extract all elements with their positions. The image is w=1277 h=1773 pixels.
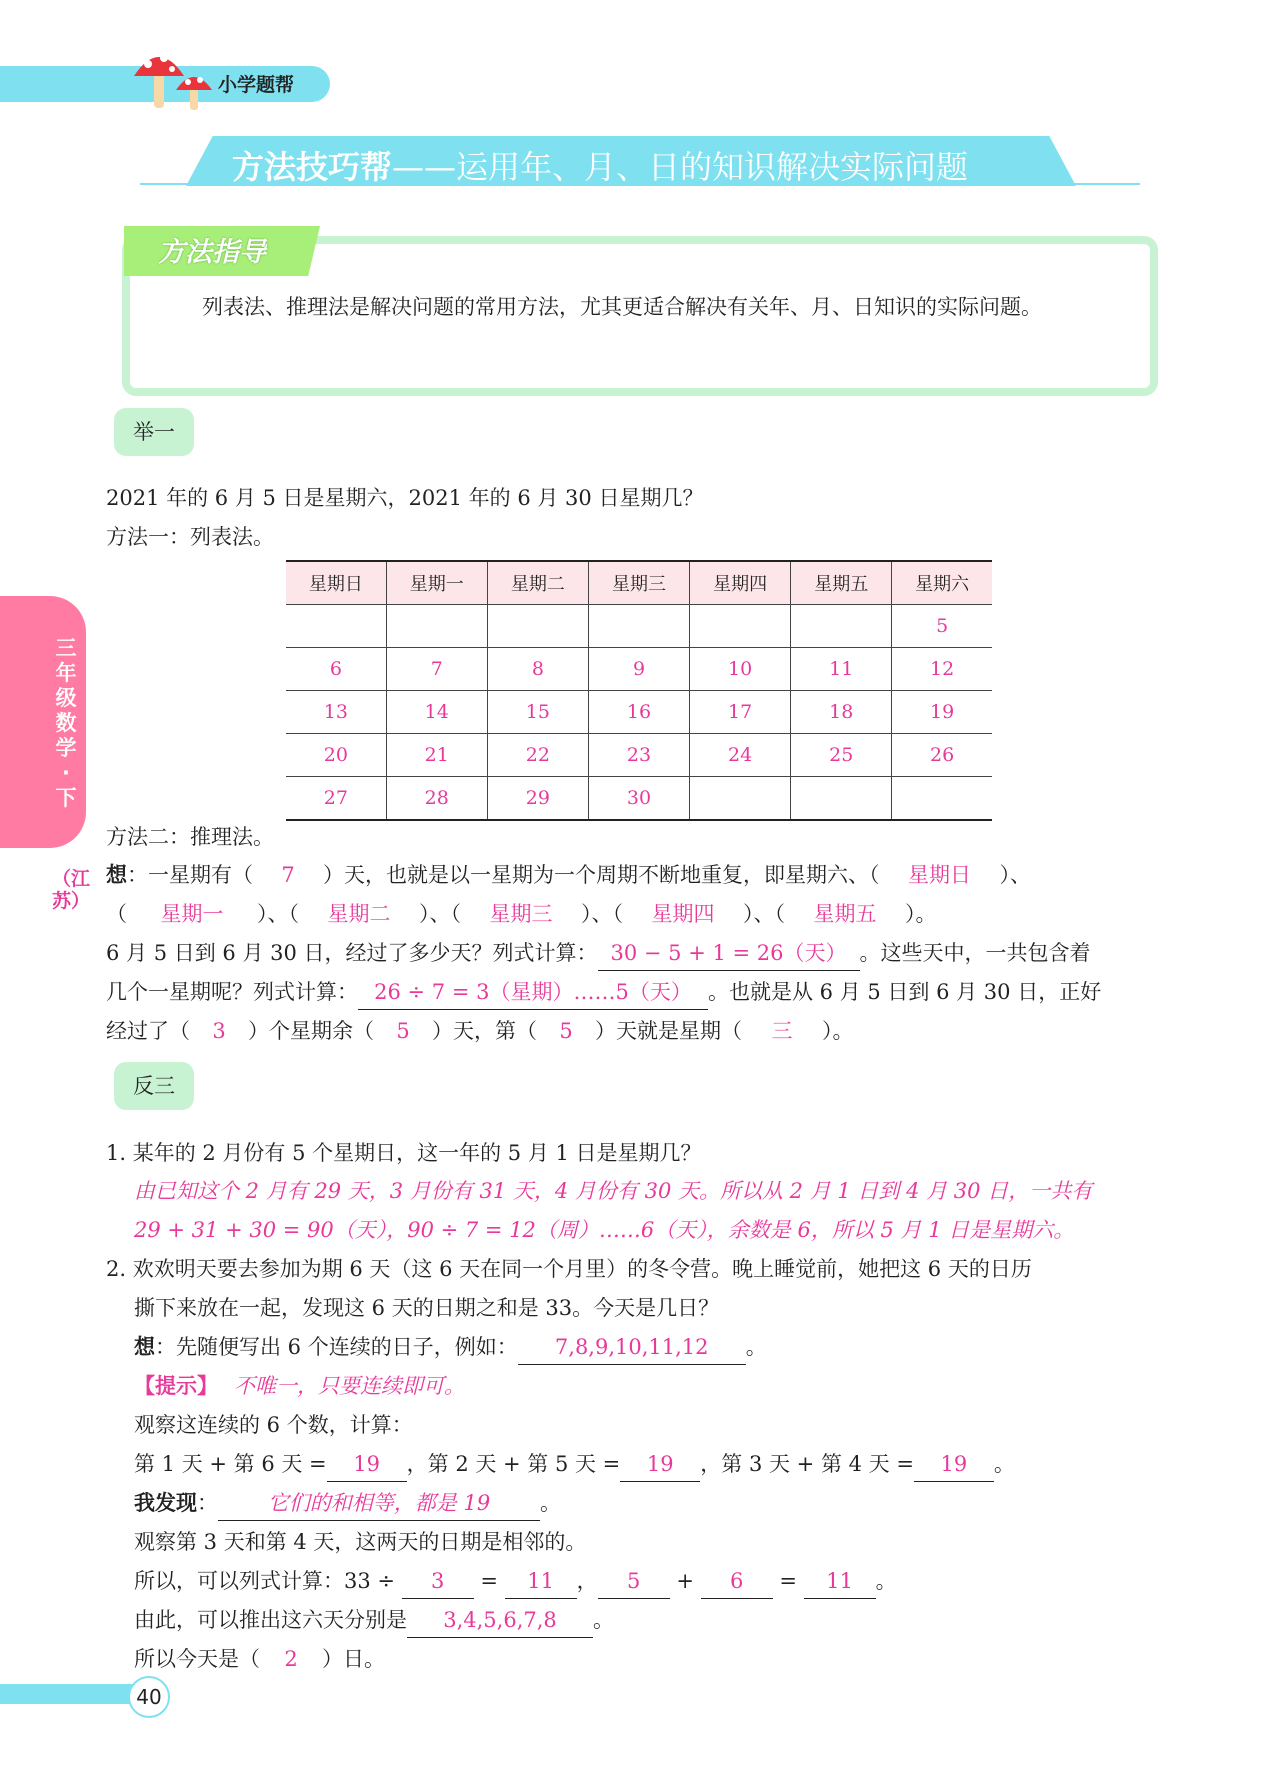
table-cell: 14 xyxy=(386,691,487,734)
answer-thursday: 星期四 xyxy=(651,902,715,926)
table-row xyxy=(286,691,992,734)
table-cell: 19 xyxy=(892,691,992,734)
table-cell xyxy=(286,605,386,648)
text-run: ）天，也就是以一星期为一个周期不断地重复，即星期六、（ xyxy=(323,863,880,887)
table-cell: 12 xyxy=(892,648,992,691)
text-run: + xyxy=(676,1569,694,1593)
text-run: 。这些天中，一共包含着 xyxy=(859,941,1091,965)
table-row xyxy=(286,734,992,777)
reasoning-line-2 xyxy=(106,897,937,931)
text-run: ）、（ xyxy=(743,902,785,926)
table-cell: 24 xyxy=(690,734,791,777)
title-sub: ——运用年、月、日的知识解决实际问题 xyxy=(392,148,969,186)
question-2-line-1: 2. 欢欢明天要去参加为期 6 天（这 6 天在同一个月里）的冬令营。晚上睡觉前，她把这 6 天的日历 xyxy=(106,1257,1032,1281)
table-cell: 17 xyxy=(690,691,791,734)
answer-friday: 星期五 xyxy=(813,902,877,926)
text-run: 第 1 天 + 第 6 天 = xyxy=(134,1452,327,1476)
answer-divisor: 3 xyxy=(402,1564,474,1599)
answer-today: 2 xyxy=(284,1647,298,1671)
table-header: 星期四 xyxy=(690,561,791,605)
text-run: 。也就是从 6 月 5 日到 6 月 30 日，正好 xyxy=(708,980,1102,1004)
table-header-row xyxy=(286,561,992,605)
answer-weeks: 3 xyxy=(212,1019,226,1043)
answer-day-3: 5 xyxy=(598,1564,670,1599)
text-run: 所以今天是（ xyxy=(134,1647,260,1671)
text-run: ：一星期有（ xyxy=(127,863,253,887)
answer-day-4: 6 xyxy=(701,1564,773,1599)
example-badge: 举一 xyxy=(114,408,194,456)
text-run: ）天，第（ xyxy=(432,1019,537,1043)
text-run: （ xyxy=(106,902,127,926)
table-header: 星期五 xyxy=(791,561,892,605)
answer-monday: 星期一 xyxy=(160,902,224,926)
answer-1-line-2: 29 + 31 + 30 = 90（天），90 ÷ 7 = 12（周）……6（天），余数是 6，所以 5 月 1 日是星期六。 xyxy=(134,1218,1075,1242)
answer-day-index: 5 xyxy=(559,1019,573,1043)
table-cell: 10 xyxy=(690,648,791,691)
text-run: 几个一星期呢？列式计算： xyxy=(106,980,358,1004)
method-tag-label: 方法指导 xyxy=(158,237,266,268)
table-cell: 21 xyxy=(386,734,487,777)
table-row xyxy=(286,777,992,821)
text-run: = xyxy=(779,1569,797,1593)
table-cell: 27 xyxy=(286,777,386,821)
answer-weekday: 三 xyxy=(771,1019,793,1043)
think-label-2: 想 xyxy=(134,1334,155,1359)
answer-sum-2-5: 19 xyxy=(620,1447,700,1482)
table-header: 星期日 xyxy=(286,561,386,605)
text-run: ， xyxy=(576,1569,598,1593)
table-cell xyxy=(791,605,892,648)
table-cell xyxy=(487,605,588,648)
text-run: ）日。 xyxy=(322,1647,385,1671)
table-header: 星期三 xyxy=(588,561,689,605)
table-cell: 22 xyxy=(487,734,588,777)
table-cell: 11 xyxy=(791,648,892,691)
text-run: 。 xyxy=(745,1335,767,1359)
text-run: 6 月 5 日到 6 月 30 日，经过了多少天？列式计算： xyxy=(106,941,598,965)
brand-label: 小学题帮 xyxy=(218,74,295,96)
example-question: 2021 年的 6 月 5 日是星期六，2021 年的 6 月 30 日星期几？ xyxy=(106,486,704,510)
text-run: ）、（ xyxy=(257,902,299,926)
found-label: 我发现 xyxy=(134,1490,197,1515)
table-cell xyxy=(892,777,992,821)
table-cell xyxy=(791,777,892,821)
answer-calc-weeks: 26 ÷ 7 = 3（星期）……5（天） xyxy=(358,975,708,1010)
answer-days-per-week: 7 xyxy=(281,863,295,887)
text-run: 。 xyxy=(540,1491,561,1515)
question-1: 1. 某年的 2 月份有 5 个星期日，这一年的 5 月 1 日是星期几？ xyxy=(106,1141,702,1165)
table-header: 星期六 xyxy=(892,561,992,605)
think-line xyxy=(134,1330,767,1365)
title-main: 方法技巧帮 xyxy=(232,148,393,186)
table-cell: 16 xyxy=(588,691,689,734)
page-title xyxy=(232,142,968,188)
table-row xyxy=(286,648,992,691)
page-number: 40 xyxy=(128,1676,170,1718)
text-run: ）。 xyxy=(905,902,937,926)
table-cell: 26 xyxy=(892,734,992,777)
hint-line xyxy=(134,1369,465,1403)
answer-quotient: 11 xyxy=(505,1564,577,1599)
adjacent-line: 观察第 3 天和第 4 天，这两天的日期是相邻的。 xyxy=(134,1530,587,1554)
text-run: 由此，可以推出这六天分别是 xyxy=(134,1608,407,1632)
reasoning-line-1 xyxy=(106,858,1031,892)
side-region-label: （江苏） xyxy=(52,868,91,912)
answer-sum-1-6: 19 xyxy=(327,1447,407,1482)
practice-badge: 反三 xyxy=(114,1062,194,1110)
answer-sunday: 星期日 xyxy=(908,863,971,887)
equation-line xyxy=(134,1564,897,1599)
table-cell: 7 xyxy=(386,648,487,691)
reasoning-line-3 xyxy=(106,936,1091,971)
reasoning-line-5 xyxy=(106,1014,854,1048)
table-cell: 8 xyxy=(487,648,588,691)
table-cell: 15 xyxy=(487,691,588,734)
table-cell xyxy=(690,605,791,648)
answer-tuesday: 星期二 xyxy=(327,902,391,926)
table-header: 星期二 xyxy=(487,561,588,605)
text-run: ）。 xyxy=(822,1019,854,1043)
table-cell: 29 xyxy=(487,777,588,821)
text-run: 。 xyxy=(593,1608,614,1632)
text-run: 所以，可以列式计算：33 ÷ xyxy=(134,1569,395,1593)
table-cell xyxy=(588,605,689,648)
text-run: 。 xyxy=(875,1569,897,1593)
table-cell: 18 xyxy=(791,691,892,734)
text-run: ，第 3 天 + 第 4 天 = xyxy=(700,1452,914,1476)
table-row xyxy=(286,605,992,648)
answer-discovery: 它们的和相等，都是 19 xyxy=(218,1486,540,1521)
answer-remainder: 5 xyxy=(396,1019,410,1043)
answer-calc-days: 30 − 5 + 1 = 26（天） xyxy=(598,936,860,971)
table-cell: 13 xyxy=(286,691,386,734)
reasoning-line-4 xyxy=(106,975,1101,1010)
think-label: 想 xyxy=(106,862,127,887)
days-line xyxy=(134,1603,614,1638)
text-run: 。 xyxy=(993,1452,1015,1476)
table-cell xyxy=(386,605,487,648)
table-header: 星期一 xyxy=(386,561,487,605)
text-run: ，第 2 天 + 第 5 天 = xyxy=(406,1452,621,1476)
method1-label: 方法一：列表法。 xyxy=(106,525,274,549)
table-cell: 28 xyxy=(386,777,487,821)
hint-text: 不唯一，只要连续即可。 xyxy=(234,1374,465,1398)
text-run: ： xyxy=(197,1491,218,1515)
today-line xyxy=(134,1642,385,1676)
mushroom-icon xyxy=(128,44,228,116)
text-run: ）、 xyxy=(999,863,1031,887)
method-text: 列表法、推理法是解决问题的常用方法，尤其更适合解决有关年、月、日知识的实际问题。 xyxy=(202,295,1042,319)
table-cell xyxy=(690,777,791,821)
text-run: ）、（ xyxy=(419,902,461,926)
text-run: ）、（ xyxy=(581,902,623,926)
calendar-table xyxy=(286,560,992,821)
question-2-line-2: 撕下来放在一起，发现这 6 天的日期之和是 33。今天是几日？ xyxy=(134,1296,720,1320)
text-run: 经过了（ xyxy=(106,1019,190,1043)
table-cell: 6 xyxy=(286,648,386,691)
answer-six-days: 3,4,5,6,7,8 xyxy=(407,1603,593,1638)
table-cell: 30 xyxy=(588,777,689,821)
hint-label: 【提示】 xyxy=(134,1373,218,1398)
table-cell: 5 xyxy=(892,605,992,648)
answer-sum-check: 11 xyxy=(804,1564,876,1599)
side-grade-label: 三年级数学·下 xyxy=(55,636,77,810)
answer-wednesday: 星期三 xyxy=(489,902,553,926)
method2-label: 方法二：推理法。 xyxy=(106,825,274,849)
table-cell: 23 xyxy=(588,734,689,777)
answer-sum-3-4: 19 xyxy=(914,1447,994,1482)
found-line xyxy=(134,1486,561,1521)
table-cell: 25 xyxy=(791,734,892,777)
text-run: ）天就是星期（ xyxy=(595,1019,742,1043)
answer-sequence: 7,8,9,10,11,12 xyxy=(518,1330,746,1365)
observe-line: 观察这连续的 6 个数，计算： xyxy=(134,1413,413,1437)
sum-line xyxy=(134,1447,1015,1482)
table-cell: 20 xyxy=(286,734,386,777)
text-run: ：先随便写出 6 个连续的日子，例如： xyxy=(155,1335,518,1359)
text-run: ）个星期余（ xyxy=(248,1019,374,1043)
answer-1-line-1: 由已知这个 2 月有 29 天，3 月份有 31 天，4 月份有 30 天。所以从 2 月 1 日到 4 月 30 日，一共有 xyxy=(134,1179,1093,1203)
table-cell: 9 xyxy=(588,648,689,691)
text-run: = xyxy=(480,1569,498,1593)
